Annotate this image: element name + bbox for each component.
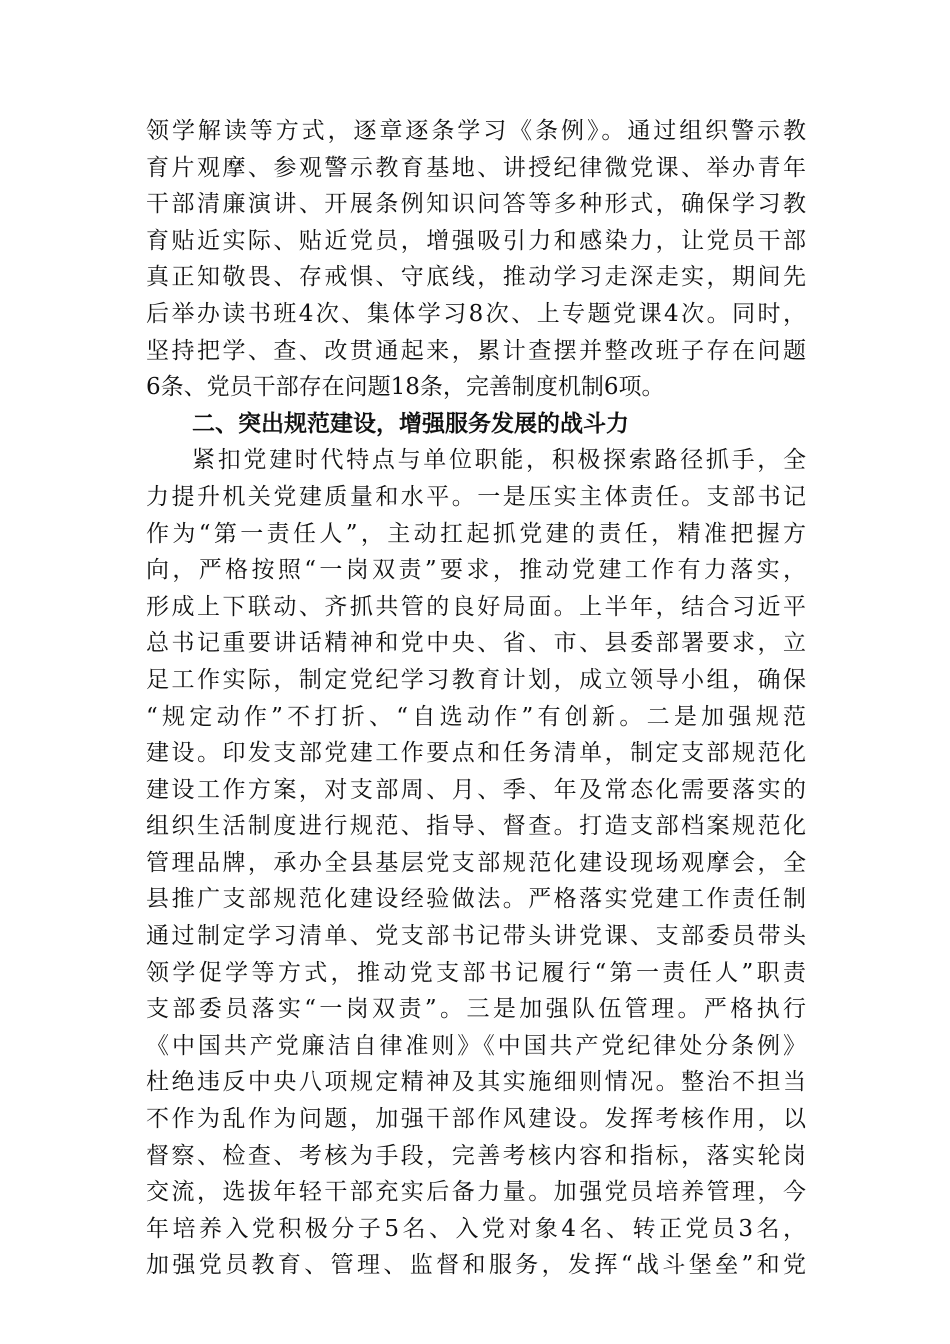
text-line: 组织生活制度进行规范、指导、督查。打造支部档案规范化	[146, 813, 806, 840]
paragraph-study-regulations	[146, 113, 806, 406]
text-line: 紧扣党建时代特点与单位职能，积极探索路径抓手，全	[192, 447, 806, 474]
text-line: 真正知敬畏、存戒惧、守底线，推动学习走深走实，期间先	[146, 264, 806, 291]
text-line: 通过制定学习清单、党支部书记带头讲党课、支部委员带头	[146, 923, 806, 950]
paragraph-standardization	[146, 442, 806, 1284]
text-line: 加强党员教育、管理、监督和服务，发挥“战斗堡垒”和党	[146, 1252, 806, 1279]
text-line: 育贴近实际、贴近党员，增强吸引力和感染力，让党员干部	[146, 227, 806, 254]
text-line: 育片观摩、参观警示教育基地、讲授纪律微党课、举办青年	[146, 154, 806, 181]
text-line: 总书记重要讲话精神和党中央、省、市、县委部署要求，立	[146, 630, 806, 657]
text-line: 管理品牌，承办全县基层党支部规范化建设现场观摩会，全	[146, 849, 806, 876]
text-line: 《中国共产党廉洁自律准则》《中国共产党纪律处分条例》	[146, 1032, 806, 1059]
text-line: 形成上下联动、齐抓共管的良好局面。上半年，结合习近平	[146, 593, 806, 620]
text-line: 干部清廉演讲、开展条例知识问答等多种形式，确保学习教	[146, 191, 806, 218]
text-line: 足工作实际，制定党纪学习教育计划，成立领导小组，确保	[146, 666, 806, 693]
text-line: 交流，选拔年轻干部充实后备力量。加强党员培养管理，今	[146, 1179, 806, 1206]
text-line: “规定动作”不打折、“自选动作”有创新。二是加强规范	[146, 703, 806, 730]
section-heading: 二、突出规范建设，增强服务发展的战斗力	[192, 410, 629, 437]
document-page	[146, 113, 806, 1284]
text-line: 建设工作方案，对支部周、月、季、年及常态化需要落实的	[146, 776, 806, 803]
text-line: 杜绝违反中央八项规定精神及其实施细则情况。整治不担当	[146, 1069, 806, 1096]
text-line: 不作为乱作为问题，加强干部作风建设。发挥考核作用，以	[146, 1106, 806, 1133]
text-line: 向，严格按照“一岗双责”要求，推动党建工作有力落实，	[146, 557, 806, 584]
text-line: 年培养入党积极分子5名、入党对象4名、转正党员3名，	[146, 1215, 806, 1242]
text-line: 督察、检查、考核为手段，完善考核内容和指标，落实轮岗	[146, 1142, 806, 1169]
text-line: 建设。印发支部党建工作要点和任务清单，制定支部规范化	[146, 740, 806, 767]
text-line: 领学解读等方式，逐章逐条学习《条例》。通过组织警示教	[146, 118, 806, 144]
text-line: 坚持把学、查、改贯通起来，累计查摆并整改班子存在问题	[146, 337, 806, 364]
text-line: 县推广支部规范化建设经验做法。严格落实党建工作责任制	[146, 886, 806, 913]
text-line: 6条、党员干部存在问题18条，完善制度机制6项。	[146, 374, 665, 401]
text-line: 领学促学等方式，推动党支部书记履行“第一责任人”职责	[146, 959, 806, 986]
text-line: 力提升机关党建质量和水平。一是压实主体责任。支部书记	[146, 483, 806, 510]
text-line: 作为“第一责任人”，主动扛起抓党建的责任，精准把握方	[146, 520, 806, 547]
text-line: 后举办读书班4次、集体学习8次、上专题党课4次。同时，	[146, 300, 806, 327]
text-line: 支部委员落实“一岗双责”。三是加强队伍管理。严格执行	[146, 996, 806, 1023]
